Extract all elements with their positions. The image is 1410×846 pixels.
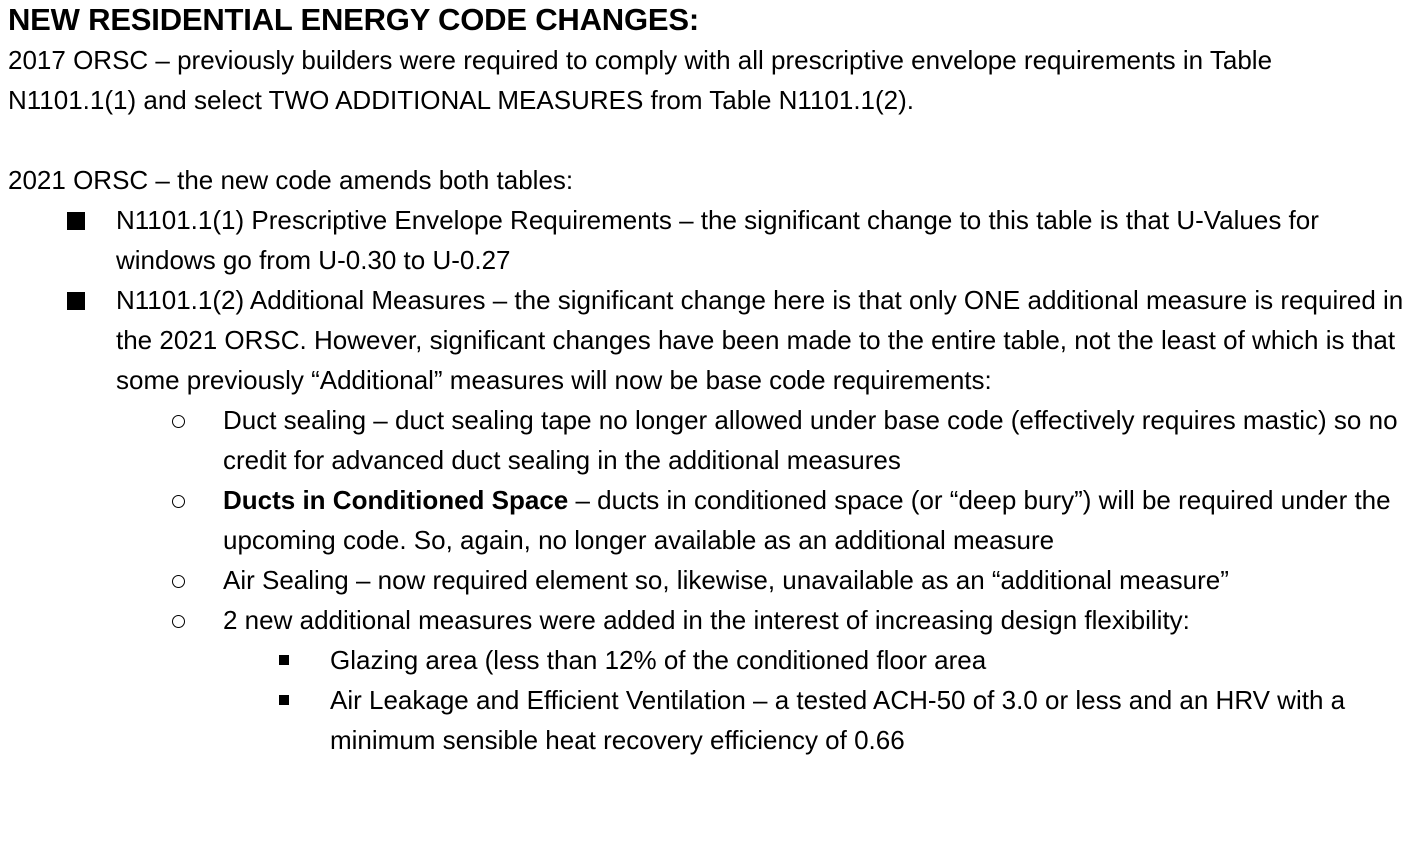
filled-square-icon <box>67 212 85 230</box>
filled-square-icon <box>67 292 85 310</box>
sub-item-bold-label: Ducts in Conditioned Space <box>223 485 569 515</box>
page-title: NEW RESIDENTIAL ENERGY CODE CHANGES: <box>8 2 699 37</box>
hollow-circle-icon <box>172 495 185 508</box>
bullet-item-additional-measures <box>8 280 1404 760</box>
sub-item-duct-sealing <box>8 400 1404 480</box>
small-filled-square-icon <box>279 655 289 665</box>
sub-item-text: – ducts in conditioned space (or “deep bury”) will be required under the upcoming code. So, again, no longer available as an additional measure <box>223 485 1391 555</box>
main-bullet-list <box>8 200 1404 760</box>
sub-item-new-measures <box>8 600 1404 760</box>
sub-sub-bullet-list <box>8 640 1404 760</box>
sub-sub-item-text: Air Leakage and Efficient Ventilation – a tested ACH-50 of 3.0 or less and an HRV with a minimum sensible heat recovery efficiency of 0.66 <box>330 685 1346 755</box>
hollow-circle-icon <box>172 615 185 628</box>
sub-item-text: Air Sealing – now required element so, likewise, unavailable as an “additional measure” <box>223 565 1229 595</box>
sub-item-text: Duct sealing – duct sealing tape no longer allowed under base code (effectively requires mastic) so no credit for advanced duct sealing in the additional measures <box>223 405 1398 475</box>
paragraph-2021: 2021 ORSC – the new code amends both tables: <box>8 165 574 195</box>
bullet-text: N1101.1(2) Additional Measures – the significant change here is that only ONE additional measure is required in the 2021 ORSC. However, significant changes have been made to the entire table, not the least of which is that some previously “Additional” measures will now be base code requirements: <box>116 285 1404 395</box>
document <box>8 0 1404 760</box>
bullet-text: N1101.1(1) Prescriptive Envelope Requirements – the significant change to this table is that U-Values for windows go from U-0.30 to U-0.27 <box>116 205 1319 275</box>
sub-item-air-sealing <box>8 560 1404 600</box>
bullet-item-envelope <box>8 200 1404 280</box>
sub-sub-item-glazing <box>8 640 1404 680</box>
hollow-circle-icon <box>172 575 185 588</box>
sub-item-ducts-conditioned-space <box>8 480 1404 560</box>
sub-item-text: 2 new additional measures were added in the interest of increasing design flexibility: <box>223 605 1190 635</box>
spacer <box>8 120 1404 160</box>
hollow-circle-icon <box>172 415 185 428</box>
sub-sub-item-text: Glazing area (less than 12% of the conditioned floor area <box>330 645 987 675</box>
sub-bullet-list <box>8 400 1404 760</box>
sub-sub-item-air-leakage <box>8 680 1404 760</box>
paragraph-2017: 2017 ORSC – previously builders were required to comply with all prescriptive envelope requirements in Table N1101.1(1) and select TWO ADDITIONAL MEASURES from Table N1101.1(2). <box>8 45 1273 115</box>
small-filled-square-icon <box>279 695 289 705</box>
